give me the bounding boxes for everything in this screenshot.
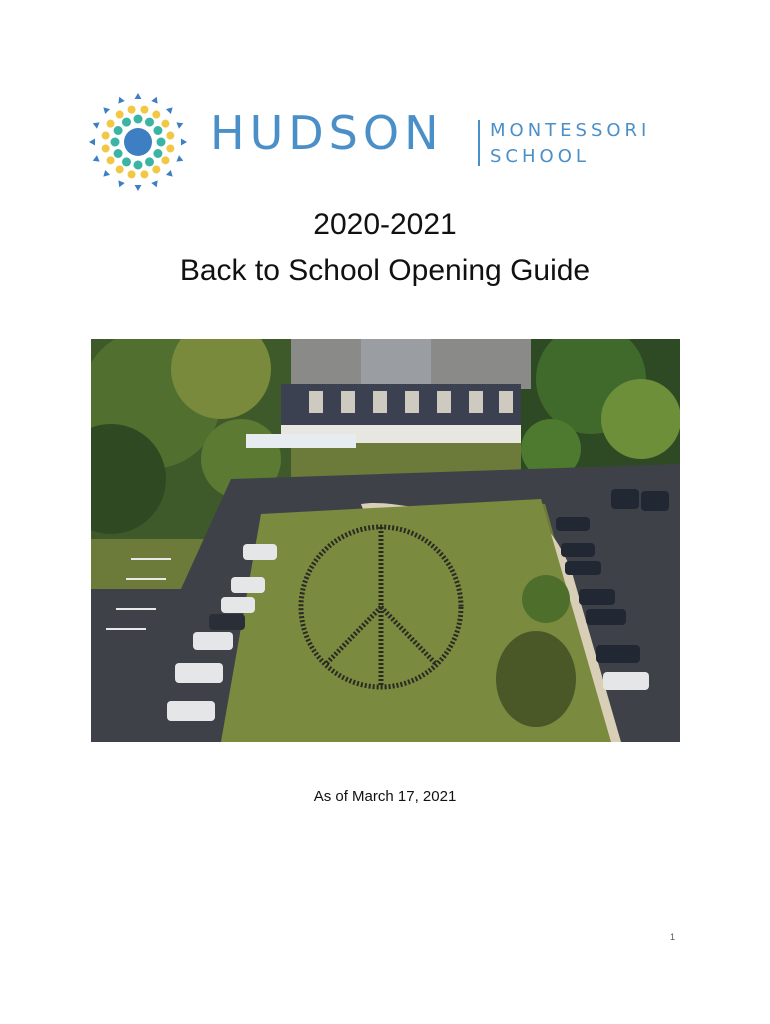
page-number: 1 — [670, 932, 676, 942]
logo-wordmark: HUDSON — [210, 106, 444, 160]
logo-subtitle-school: SCHOOL — [490, 146, 590, 167]
sun-logo-icon — [88, 92, 188, 192]
logo-subtitle-montessori: MONTESSORI — [490, 120, 651, 141]
logo-divider — [478, 120, 480, 166]
as-of-date: As of March 17, 2021 — [313, 788, 457, 805]
title-years: 2020-2021 — [313, 208, 457, 241]
campus-aerial-photo — [91, 339, 680, 742]
school-logo — [88, 92, 658, 192]
aerial-photo-image — [91, 339, 680, 742]
title-heading: Back to School Opening Guide — [179, 254, 591, 287]
